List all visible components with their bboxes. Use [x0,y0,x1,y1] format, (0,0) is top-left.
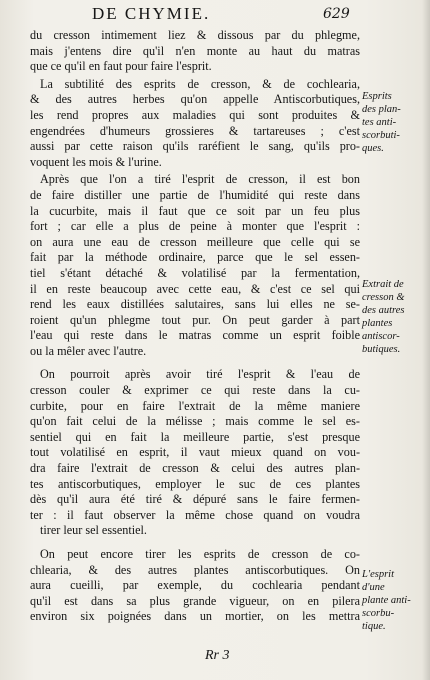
margin-note-line: Esprits [362,91,392,102]
text-line: tout volatilisé en esprit, il vaut mieux quand on vou- [30,445,360,460]
text-line: fort ; car elle a plus de peine à monter que l'esprit : [30,219,360,234]
margin-note-line: antiscor- [362,331,400,342]
margin-note-line: plantes [362,318,393,329]
margin-note-line: tes anti- [362,117,397,128]
text-line: roient qu'un phlegme tout pur. On peut garder à part [30,312,360,327]
text-line: ter : il faut observer la même chose quand on voudra [30,507,360,522]
text-line: La subtilité des esprits de cresson, & de cochlearia, [40,76,360,91]
text-line: mais j'entens dire qu'il n'en monte au haut du matras [30,43,360,58]
page-number: 629 [323,6,350,22]
text-line: l'eau qui reste dans le matras comme un esprit foible [30,328,360,343]
text-line: du cresson intimement liez & dissous par du phlegme, [30,28,360,42]
text-line: voquent les mois & l'urine. [30,154,162,169]
paragraph-2 [30,77,360,171]
paragraph-1 [30,28,360,75]
margin-note-line: ques. [362,143,384,154]
paragraph-5 [30,547,360,625]
text-line: engendrées d'humeurs grossieres & tartareuses ; c'est [30,123,360,138]
margin-note-line: des plan- [362,104,401,115]
margin-note-line: scorbu- [362,608,395,619]
text-line: tirer leur sel essentiel. [40,523,147,538]
margin-note-line: butiques. [362,344,401,355]
text-line: il en reste beaucoup avec cette eau, & c'est ce sel qui [30,281,360,296]
paragraph-4 [30,367,360,539]
margin-note-esprits [362,90,428,155]
margin-note-line: des autres [362,305,405,316]
margin-note-line: L'esprit [362,569,395,580]
text-line: fait par la méthode ordinaire, parce que le sel essen- [30,250,360,265]
text-line: sentiel qui en fait la meilleure partie, s'est presque [30,429,360,444]
text-line: qu'on fait celui de la mélisse ; mais comme le sel es- [30,414,360,429]
running-title: DE CHYMIE. [92,4,211,23]
margin-note-line: d'une [362,582,385,593]
text-line: dra faire l'extrait de cresson & celui des autres plan- [30,461,360,476]
text-line: que ce qu'il en faut pour faire l'esprit. [30,59,212,74]
text-line: tiel s'étant détaché & volatilisé par la fermentation, [30,265,360,280]
text-line: chlearia, & des autres plantes antiscorbutiques. On [30,562,360,577]
text-line: qu'il est dans sa plus grande vigueur, on en pilera [30,593,360,608]
text-line: aura cueilli, par exemple, du cochlearia pendant [30,578,360,593]
text-line: curbite, pour en faire l'extrait de la même maniere [30,398,360,413]
text-line: de faire distiller une partie de l'humidité qui reste dans [30,187,360,202]
text-line: dès qu'il aura été tiré & dépuré sans le faire fermen- [30,492,360,507]
text-line: Après que l'on a tiré l'esprit de cresson, il est bon [40,172,360,187]
text-line: On pourroit après avoir tiré l'esprit & l'eau de [40,367,360,382]
page-header [0,4,430,30]
text-line: tes antiscorbutiques, employer le suc de ces plantes [30,476,360,491]
margin-note-extrait [362,278,428,356]
text-line: les rend propres aux maladies qui sont produites & [30,107,360,122]
signature-mark: Rr 3 [205,648,230,663]
page-edge-shadow [422,0,430,680]
margin-note-line: Extrait de [362,279,404,290]
paragraph-3 [30,172,360,359]
text-line: environ six poignées dans un mortier, on les mettra [30,609,360,624]
text-line: cresson couler & exprimer ce qui reste dans la cu- [30,383,360,398]
margin-note-esprit-plante [362,568,428,633]
margin-note-line: tique. [362,621,386,632]
text-line: ou la mêler avec l'autre. [30,343,147,358]
margin-note-line: cresson & [362,292,405,303]
main-text [30,28,360,627]
text-line: On peut encore tirer les esprits de cresson de co- [40,547,360,561]
text-line: aussi par cette raison qu'ils raréfient le sang, qu'ils pro- [30,139,360,154]
text-line: on aura une eau de cresson meilleure que celle qui se [30,234,360,249]
text-line: la cucurbite, mais il faut que ce soit par un feu plus [30,203,360,218]
margin-note-line: plante anti- [362,595,411,606]
text-line: rend les eaux distillées salutaires, sans lui elles ne se- [30,297,360,312]
margin-note-line: scorbuti- [362,130,400,141]
text-line: & des autres herbes qu'on appelle Antiscorbutiques, [30,92,360,107]
